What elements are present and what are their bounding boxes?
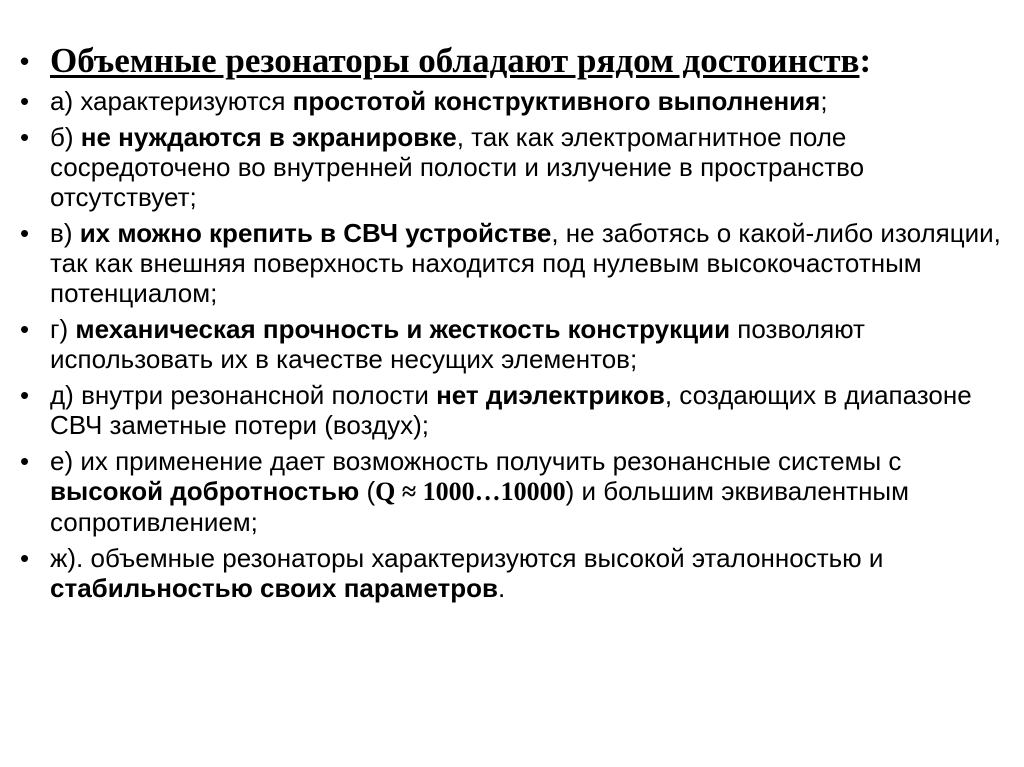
heading-text: Объемные резонаторы обладают рядом достоинств bbox=[50, 41, 860, 80]
bullet-icon: • bbox=[20, 380, 30, 410]
item-text-tail: , не заботясь о какой-либо изоляции, так как внешняя поверхность находится под нулевым высокочастотным потенциалом; bbox=[50, 218, 1001, 308]
item-text-tail: . bbox=[498, 573, 506, 603]
item-text-mid: ( bbox=[359, 476, 376, 506]
item-bold-text: их можно крепить в СВЧ устройстве bbox=[79, 218, 552, 248]
item-text-tail: позволяют использовать их в качестве несущих элементов; bbox=[50, 314, 865, 374]
list-item-a bbox=[20, 86, 1010, 116]
item-marker: а) bbox=[50, 86, 81, 116]
item-bold-text: механическая прочность и жесткость конструкции bbox=[75, 314, 731, 344]
list-item-v bbox=[20, 218, 1010, 308]
heading-colon: : bbox=[859, 41, 872, 80]
item-text-tail: ) и большим эквивалентным сопротивлением; bbox=[50, 476, 909, 537]
item-bold-text: не нуждаются в экранировке bbox=[80, 122, 457, 152]
slide-heading bbox=[20, 40, 1010, 82]
bullet-icon: • bbox=[20, 446, 30, 476]
bullet-icon: • bbox=[20, 314, 30, 344]
item-marker: е) bbox=[50, 446, 81, 476]
item-text-tail: , создающих в диапазоне СВЧ заметные потери (воздух); bbox=[50, 380, 972, 440]
item-text-tail: ; bbox=[820, 86, 828, 116]
list-item-b bbox=[20, 122, 1010, 212]
item-text: характеризуются bbox=[80, 86, 293, 116]
list-item-zh bbox=[20, 543, 1010, 603]
item-marker: д) bbox=[50, 380, 82, 410]
item-bold-text: простотой конструктивного выполнения bbox=[292, 86, 821, 116]
bullet-icon: • bbox=[20, 86, 30, 116]
bullet-icon: • bbox=[20, 543, 30, 573]
item-marker: ж). bbox=[50, 543, 91, 573]
q-factor-value: Q ≈ 1000…10000 bbox=[375, 477, 566, 506]
item-marker: в) bbox=[50, 218, 80, 248]
list-item-g bbox=[20, 314, 1010, 374]
item-marker: б) bbox=[50, 122, 81, 152]
item-marker: г) bbox=[50, 314, 76, 344]
item-bold-text: нет диэлектриков bbox=[436, 380, 665, 410]
item-text: внутри резонансной полости bbox=[81, 380, 437, 410]
bullet-list bbox=[20, 40, 1010, 609]
list-item-e bbox=[20, 446, 1010, 537]
list-item-d bbox=[20, 380, 1010, 440]
item-text-tail: , так как электромагнитное поле сосредоточено во внутренней полости и излучение в пространство отсутствует; bbox=[50, 122, 865, 212]
item-text: их применение дает возможность получить резонансные системы с bbox=[80, 446, 902, 476]
bullet-icon: • bbox=[20, 122, 30, 152]
item-text: объемные резонаторы характеризуются высокой эталонностью и bbox=[90, 543, 884, 573]
item-bold-text: высокой добротностью bbox=[50, 476, 360, 506]
bullet-icon: • bbox=[20, 46, 30, 76]
item-bold-text: стабильностью своих параметров bbox=[50, 573, 499, 603]
bullet-icon: • bbox=[20, 218, 30, 248]
